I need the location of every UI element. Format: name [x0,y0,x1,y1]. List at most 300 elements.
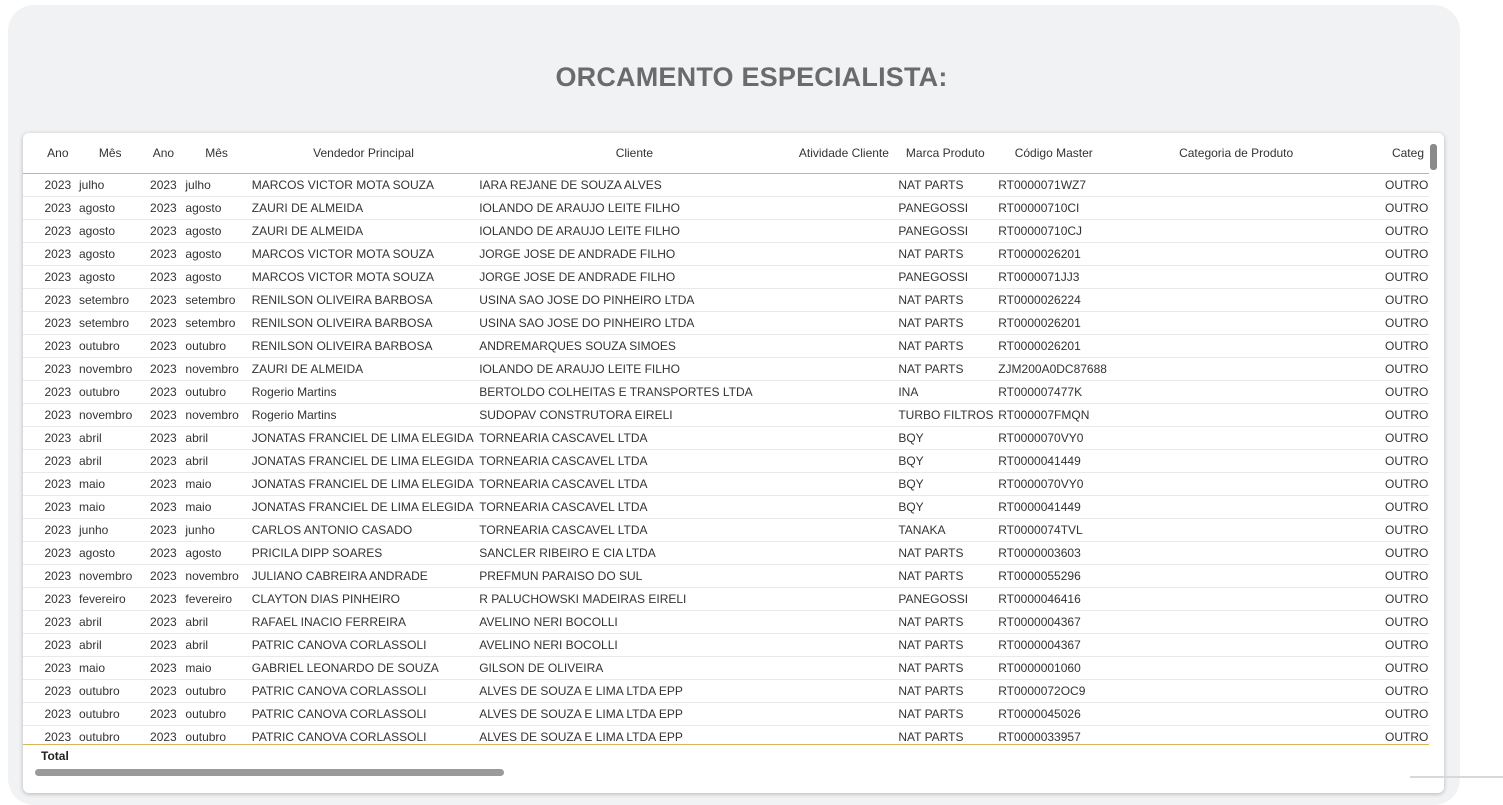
cell-mes-2: agosto [183,266,249,289]
cell-mes: maio [77,473,143,496]
header-categoria-de-produto[interactable]: Categoria de Produto [1113,133,1359,174]
cell-marca: NAT PARTS [896,289,994,312]
cell-categoria [1113,519,1359,542]
cell-ano: 2023 [39,312,77,335]
cell-categ: OUTRO [1359,680,1429,703]
table-row[interactable] [23,565,1429,588]
table-row[interactable] [23,358,1429,381]
cell-ano-2: 2023 [143,703,183,726]
cell-codigo: RT0000004367 [994,611,1113,634]
cell-vendedor: JONATAS FRANCIEL DE LIMA ELEGIDA [250,496,477,519]
cell-ano-2: 2023 [143,335,183,358]
cell-mes-2: abril [183,427,249,450]
horizontal-scrollbar-thumb[interactable] [35,769,504,776]
row-gutter [23,358,39,381]
cell-atividade [792,657,897,680]
cell-atividade [792,358,897,381]
table-row[interactable] [23,611,1429,634]
cell-codigo: ZJM200A0DC87688 [994,358,1113,381]
cell-mes: agosto [77,542,143,565]
cell-marca: NAT PARTS [896,657,994,680]
row-gutter [23,473,39,496]
cell-mes-2: outubro [183,335,249,358]
cell-ano-2: 2023 [143,726,183,745]
cell-codigo: RT0000041449 [994,450,1113,473]
table-visual [23,133,1444,793]
table-row[interactable] [23,335,1429,358]
cell-vendedor: RENILSON OLIVEIRA BARBOSA [250,335,477,358]
cell-vendedor: CARLOS ANTONIO CASADO [250,519,477,542]
cell-ano-2: 2023 [143,611,183,634]
cell-vendedor: PATRIC CANOVA CORLASSOLI [250,726,477,745]
cell-categoria [1113,634,1359,657]
table-row[interactable] [23,680,1429,703]
cell-ano-2: 2023 [143,519,183,542]
table-row[interactable] [23,174,1429,197]
table-row[interactable] [23,657,1429,680]
cell-mes: abril [77,634,143,657]
cell-mes-2: outubro [183,680,249,703]
row-gutter [23,381,39,404]
cell-codigo: RT000007477K [994,381,1113,404]
cell-mes-2: agosto [183,220,249,243]
cell-ano: 2023 [39,611,77,634]
cell-atividade [792,726,897,745]
cell-categoria [1113,726,1359,745]
row-gutter [23,565,39,588]
cell-mes: agosto [77,243,143,266]
cell-vendedor: ZAURI DE ALMEIDA [250,197,477,220]
header-ano[interactable]: Ano [39,133,77,174]
cell-ano-2: 2023 [143,381,183,404]
cell-categoria [1113,542,1359,565]
cell-atividade [792,197,897,220]
cell-ano: 2023 [39,220,77,243]
cell-mes-2: novembro [183,358,249,381]
cell-categoria [1113,473,1359,496]
cell-categoria [1113,220,1359,243]
cell-marca: INA [896,381,994,404]
cell-vendedor: RAFAEL INACIO FERREIRA [250,611,477,634]
cell-mes-2: julho [183,174,249,197]
cell-cliente: SANCLER RIBEIRO E CIA LTDA [477,542,791,565]
cell-categ: OUTRO [1359,174,1429,197]
row-gutter [23,220,39,243]
cell-atividade [792,519,897,542]
cell-marca: BQY [896,427,994,450]
corner-divider [1410,776,1503,778]
cell-codigo: RT0000046416 [994,588,1113,611]
table-row[interactable] [23,542,1429,565]
cell-categ: OUTRO [1359,358,1429,381]
cell-categ: OUTRO [1359,335,1429,358]
cell-marca: TURBO FILTROS [896,404,994,427]
cell-categoria [1113,358,1359,381]
cell-codigo: RT000007FMQN [994,404,1113,427]
row-gutter [23,542,39,565]
cell-ano: 2023 [39,404,77,427]
cell-vendedor: ZAURI DE ALMEIDA [250,220,477,243]
cell-marca: TANAKA [896,519,994,542]
cell-marca: PANEGOSSI [896,266,994,289]
cell-categoria [1113,565,1359,588]
table-body [23,174,1429,745]
header-codigo-master[interactable]: Código Master [994,133,1113,174]
cell-ano-2: 2023 [143,174,183,197]
cell-categoria [1113,450,1359,473]
cell-cliente: IOLANDO DE ARAUJO LEITE FILHO [477,197,791,220]
cell-ano-2: 2023 [143,404,183,427]
cell-cliente: IOLANDO DE ARAUJO LEITE FILHO [477,220,791,243]
cell-ano-2: 2023 [143,243,183,266]
cell-codigo: RT0000041449 [994,496,1113,519]
cell-vendedor: JONATAS FRANCIEL DE LIMA ELEGIDA [250,450,477,473]
cell-categoria [1113,335,1359,358]
cell-categ: OUTRO [1359,243,1429,266]
cell-mes-2: novembro [183,565,249,588]
cell-ano-2: 2023 [143,565,183,588]
table-row[interactable] [23,220,1429,243]
cell-vendedor: RENILSON OLIVEIRA BARBOSA [250,312,477,335]
cell-mes: novembro [77,565,143,588]
row-gutter [23,634,39,657]
cell-atividade [792,703,897,726]
cell-codigo: RT0000026201 [994,243,1113,266]
row-gutter [23,519,39,542]
cell-cliente: TORNEARIA CASCAVEL LTDA [477,427,791,450]
row-gutter [23,243,39,266]
table-row[interactable] [23,312,1429,335]
cell-vendedor: MARCOS VICTOR MOTA SOUZA [250,174,477,197]
cell-cliente: AVELINO NERI BOCOLLI [477,611,791,634]
cell-atividade [792,473,897,496]
cell-marca: BQY [896,473,994,496]
cell-atividade [792,634,897,657]
cell-categ: OUTRO [1359,726,1429,745]
row-gutter [23,266,39,289]
cell-mes: novembro [77,404,143,427]
cell-categ: OUTRO [1359,266,1429,289]
cell-vendedor: JONATAS FRANCIEL DE LIMA ELEGIDA [250,473,477,496]
row-gutter [23,450,39,473]
cell-vendedor: JULIANO CABREIRA ANDRADE [250,565,477,588]
cell-ano-2: 2023 [143,634,183,657]
cell-mes: abril [77,450,143,473]
cell-ano: 2023 [39,588,77,611]
cell-marca: NAT PARTS [896,634,994,657]
cell-marca: BQY [896,496,994,519]
cell-categ: OUTRO [1359,611,1429,634]
header-mes-2[interactable]: Mês [183,133,249,174]
row-gutter [23,726,39,745]
table-row[interactable] [23,197,1429,220]
header-marca-produto[interactable]: Marca Produto [896,133,994,174]
table-row[interactable] [23,289,1429,312]
header-cliente[interactable]: Cliente [477,133,791,174]
cell-ano-2: 2023 [143,220,183,243]
cell-ano: 2023 [39,335,77,358]
cell-cliente: JORGE JOSE DE ANDRADE FILHO [477,266,791,289]
cell-vendedor: Rogerio Martins [250,381,477,404]
cell-ano: 2023 [39,496,77,519]
table-viewport[interactable] [23,133,1429,744]
cell-ano: 2023 [39,381,77,404]
cell-marca: NAT PARTS [896,680,994,703]
row-gutter [23,197,39,220]
cell-atividade [792,611,897,634]
cell-marca: NAT PARTS [896,174,994,197]
cell-categoria [1113,197,1359,220]
cell-codigo: RT0000071JJ3 [994,266,1113,289]
cell-marca: PANEGOSSI [896,197,994,220]
cell-marca: NAT PARTS [896,243,994,266]
header-mes[interactable]: Mês [77,133,143,174]
cell-categoria [1113,404,1359,427]
cell-categoria [1113,266,1359,289]
cell-vendedor: ZAURI DE ALMEIDA [250,358,477,381]
cell-vendedor: MARCOS VICTOR MOTA SOUZA [250,243,477,266]
cell-ano-2: 2023 [143,266,183,289]
cell-categ: OUTRO [1359,657,1429,680]
cell-atividade [792,450,897,473]
cell-ano: 2023 [39,266,77,289]
cell-cliente: ALVES DE SOUZA E LIMA LTDA EPP [477,703,791,726]
cell-cliente: ANDREMARQUES SOUZA SIMOES [477,335,791,358]
cell-ano: 2023 [39,657,77,680]
cell-categoria [1113,588,1359,611]
table-row[interactable] [23,634,1429,657]
table-row[interactable] [23,703,1429,726]
cell-ano-2: 2023 [143,358,183,381]
cell-ano: 2023 [39,358,77,381]
table-row[interactable] [23,266,1429,289]
cell-codigo: RT0000074TVL [994,519,1113,542]
vertical-scrollbar-thumb[interactable] [1430,144,1437,170]
cell-mes: maio [77,657,143,680]
cell-cliente: ALVES DE SOUZA E LIMA LTDA EPP [477,726,791,745]
cell-mes: outubro [77,703,143,726]
cell-mes: novembro [77,358,143,381]
cell-categoria [1113,680,1359,703]
cell-categ: OUTRO [1359,404,1429,427]
cell-codigo: RT0000026201 [994,335,1113,358]
cell-categ: OUTRO [1359,289,1429,312]
header-categ[interactable]: Categ [1359,133,1429,174]
cell-atividade [792,243,897,266]
cell-marca: NAT PARTS [896,726,994,745]
cell-ano: 2023 [39,565,77,588]
cell-mes-2: abril [183,611,249,634]
row-gutter [23,588,39,611]
cell-ano-2: 2023 [143,496,183,519]
cell-codigo: RT0000045026 [994,703,1113,726]
cell-categoria [1113,381,1359,404]
cell-ano: 2023 [39,726,77,745]
cell-codigo: RT0000003603 [994,542,1113,565]
cell-mes: setembro [77,312,143,335]
cell-vendedor: PATRIC CANOVA CORLASSOLI [250,680,477,703]
header-atividade-cliente[interactable]: Atividade Cliente [792,133,897,174]
table-row[interactable] [23,519,1429,542]
cell-atividade [792,542,897,565]
cell-mes-2: abril [183,450,249,473]
cell-categ: OUTRO [1359,473,1429,496]
cell-mes: setembro [77,289,143,312]
cell-marca: NAT PARTS [896,565,994,588]
cell-ano-2: 2023 [143,542,183,565]
cell-codigo: RT0000072OC9 [994,680,1113,703]
cell-categ: OUTRO [1359,220,1429,243]
cell-categoria [1113,289,1359,312]
cell-mes: junho [77,519,143,542]
cell-atividade [792,174,897,197]
table-row[interactable] [23,243,1429,266]
cell-ano-2: 2023 [143,680,183,703]
cell-marca: NAT PARTS [896,312,994,335]
table-row[interactable] [23,450,1429,473]
table-row[interactable] [23,427,1429,450]
cell-mes-2: setembro [183,312,249,335]
cell-codigo: RT0000071WZ7 [994,174,1113,197]
cell-ano: 2023 [39,289,77,312]
row-gutter [23,680,39,703]
cell-categ: OUTRO [1359,496,1429,519]
cell-marca: NAT PARTS [896,611,994,634]
cell-mes-2: agosto [183,542,249,565]
cell-mes-2: agosto [183,197,249,220]
cell-atividade [792,588,897,611]
cell-mes-2: outubro [183,726,249,745]
cell-categ: OUTRO [1359,703,1429,726]
row-gutter [23,657,39,680]
cell-ano: 2023 [39,519,77,542]
cell-mes: fevereiro [77,588,143,611]
cell-mes: agosto [77,266,143,289]
page-title: ORCAMENTO ESPECIALISTA: [555,62,948,92]
cell-cliente: BERTOLDO COLHEITAS E TRANSPORTES LTDA [477,381,791,404]
cell-atividade [792,427,897,450]
cell-ano: 2023 [39,427,77,450]
cell-categ: OUTRO [1359,565,1429,588]
table-row[interactable] [23,381,1429,404]
cell-mes-2: setembro [183,289,249,312]
cell-marca: BQY [896,450,994,473]
row-gutter [23,335,39,358]
cell-cliente: TORNEARIA CASCAVEL LTDA [477,473,791,496]
cell-codigo: RT0000055296 [994,565,1113,588]
cell-marca: NAT PARTS [896,542,994,565]
row-gutter [23,703,39,726]
cell-codigo: RT00000710CJ [994,220,1113,243]
row-gutter [23,174,39,197]
cell-ano-2: 2023 [143,473,183,496]
cell-cliente: USINA SAO JOSE DO PINHEIRO LTDA [477,312,791,335]
cell-codigo: RT00000710CI [994,197,1113,220]
cell-marca: PANEGOSSI [896,220,994,243]
cell-codigo: RT0000004367 [994,634,1113,657]
header-vendedor-principal[interactable]: Vendedor Principal [250,133,477,174]
cell-atividade [792,289,897,312]
cell-marca: PANEGOSSI [896,588,994,611]
cell-vendedor: PRICILA DIPP SOARES [250,542,477,565]
cell-codigo: RT0000001060 [994,657,1113,680]
table-row[interactable] [23,404,1429,427]
cell-atividade [792,565,897,588]
cell-ano-2: 2023 [143,197,183,220]
row-gutter [23,496,39,519]
cell-marca: NAT PARTS [896,335,994,358]
table-row[interactable] [23,496,1429,519]
data-table [23,133,1429,744]
cell-ano: 2023 [39,634,77,657]
cell-cliente: IOLANDO DE ARAUJO LEITE FILHO [477,358,791,381]
cell-cliente: R PALUCHOWSKI MADEIRAS EIRELI [477,588,791,611]
cell-categoria [1113,657,1359,680]
row-gutter [23,312,39,335]
cell-cliente: TORNEARIA CASCAVEL LTDA [477,519,791,542]
cell-mes: agosto [77,220,143,243]
cell-marca: NAT PARTS [896,358,994,381]
cell-codigo: RT0000070VY0 [994,473,1113,496]
cell-ano: 2023 [39,703,77,726]
cell-ano: 2023 [39,473,77,496]
cell-atividade [792,404,897,427]
cell-codigo: RT0000033957 [994,726,1113,745]
cell-vendedor: Rogerio Martins [250,404,477,427]
cell-ano-2: 2023 [143,289,183,312]
cell-mes-2: outubro [183,381,249,404]
cell-cliente: PREFMUN PARAISO DO SUL [477,565,791,588]
table-header-row [23,133,1429,174]
cell-ano-2: 2023 [143,450,183,473]
cell-ano-2: 2023 [143,588,183,611]
cell-cliente: GILSON DE OLIVEIRA [477,657,791,680]
cell-categ: OUTRO [1359,381,1429,404]
cell-vendedor: PATRIC CANOVA CORLASSOLI [250,634,477,657]
cell-categoria [1113,496,1359,519]
cell-categoria [1113,174,1359,197]
cell-codigo: RT0000026201 [994,312,1113,335]
cell-categoria [1113,427,1359,450]
cell-categoria [1113,312,1359,335]
cell-categ: OUTRO [1359,588,1429,611]
table-row[interactable] [23,588,1429,611]
cell-mes: julho [77,174,143,197]
cell-atividade [792,496,897,519]
cell-codigo: RT0000026224 [994,289,1113,312]
cell-categ: OUTRO [1359,542,1429,565]
cell-categ: OUTRO [1359,427,1429,450]
cell-categoria [1113,243,1359,266]
cell-cliente: SUDOPAV CONSTRUTORA EIRELI [477,404,791,427]
cell-ano-2: 2023 [143,427,183,450]
cell-ano: 2023 [39,450,77,473]
header-ano-2[interactable]: Ano [143,133,183,174]
table-row[interactable] [23,726,1429,745]
cell-cliente: AVELINO NERI BOCOLLI [477,634,791,657]
cell-cliente: TORNEARIA CASCAVEL LTDA [477,450,791,473]
total-label: Total [41,749,69,763]
cell-mes-2: novembro [183,404,249,427]
cell-mes: maio [77,496,143,519]
table-row[interactable] [23,473,1429,496]
cell-marca: NAT PARTS [896,703,994,726]
total-row [23,744,1429,769]
cell-atividade [792,680,897,703]
row-gutter [23,427,39,450]
cell-vendedor: MARCOS VICTOR MOTA SOUZA [250,266,477,289]
cell-mes: outubro [77,335,143,358]
